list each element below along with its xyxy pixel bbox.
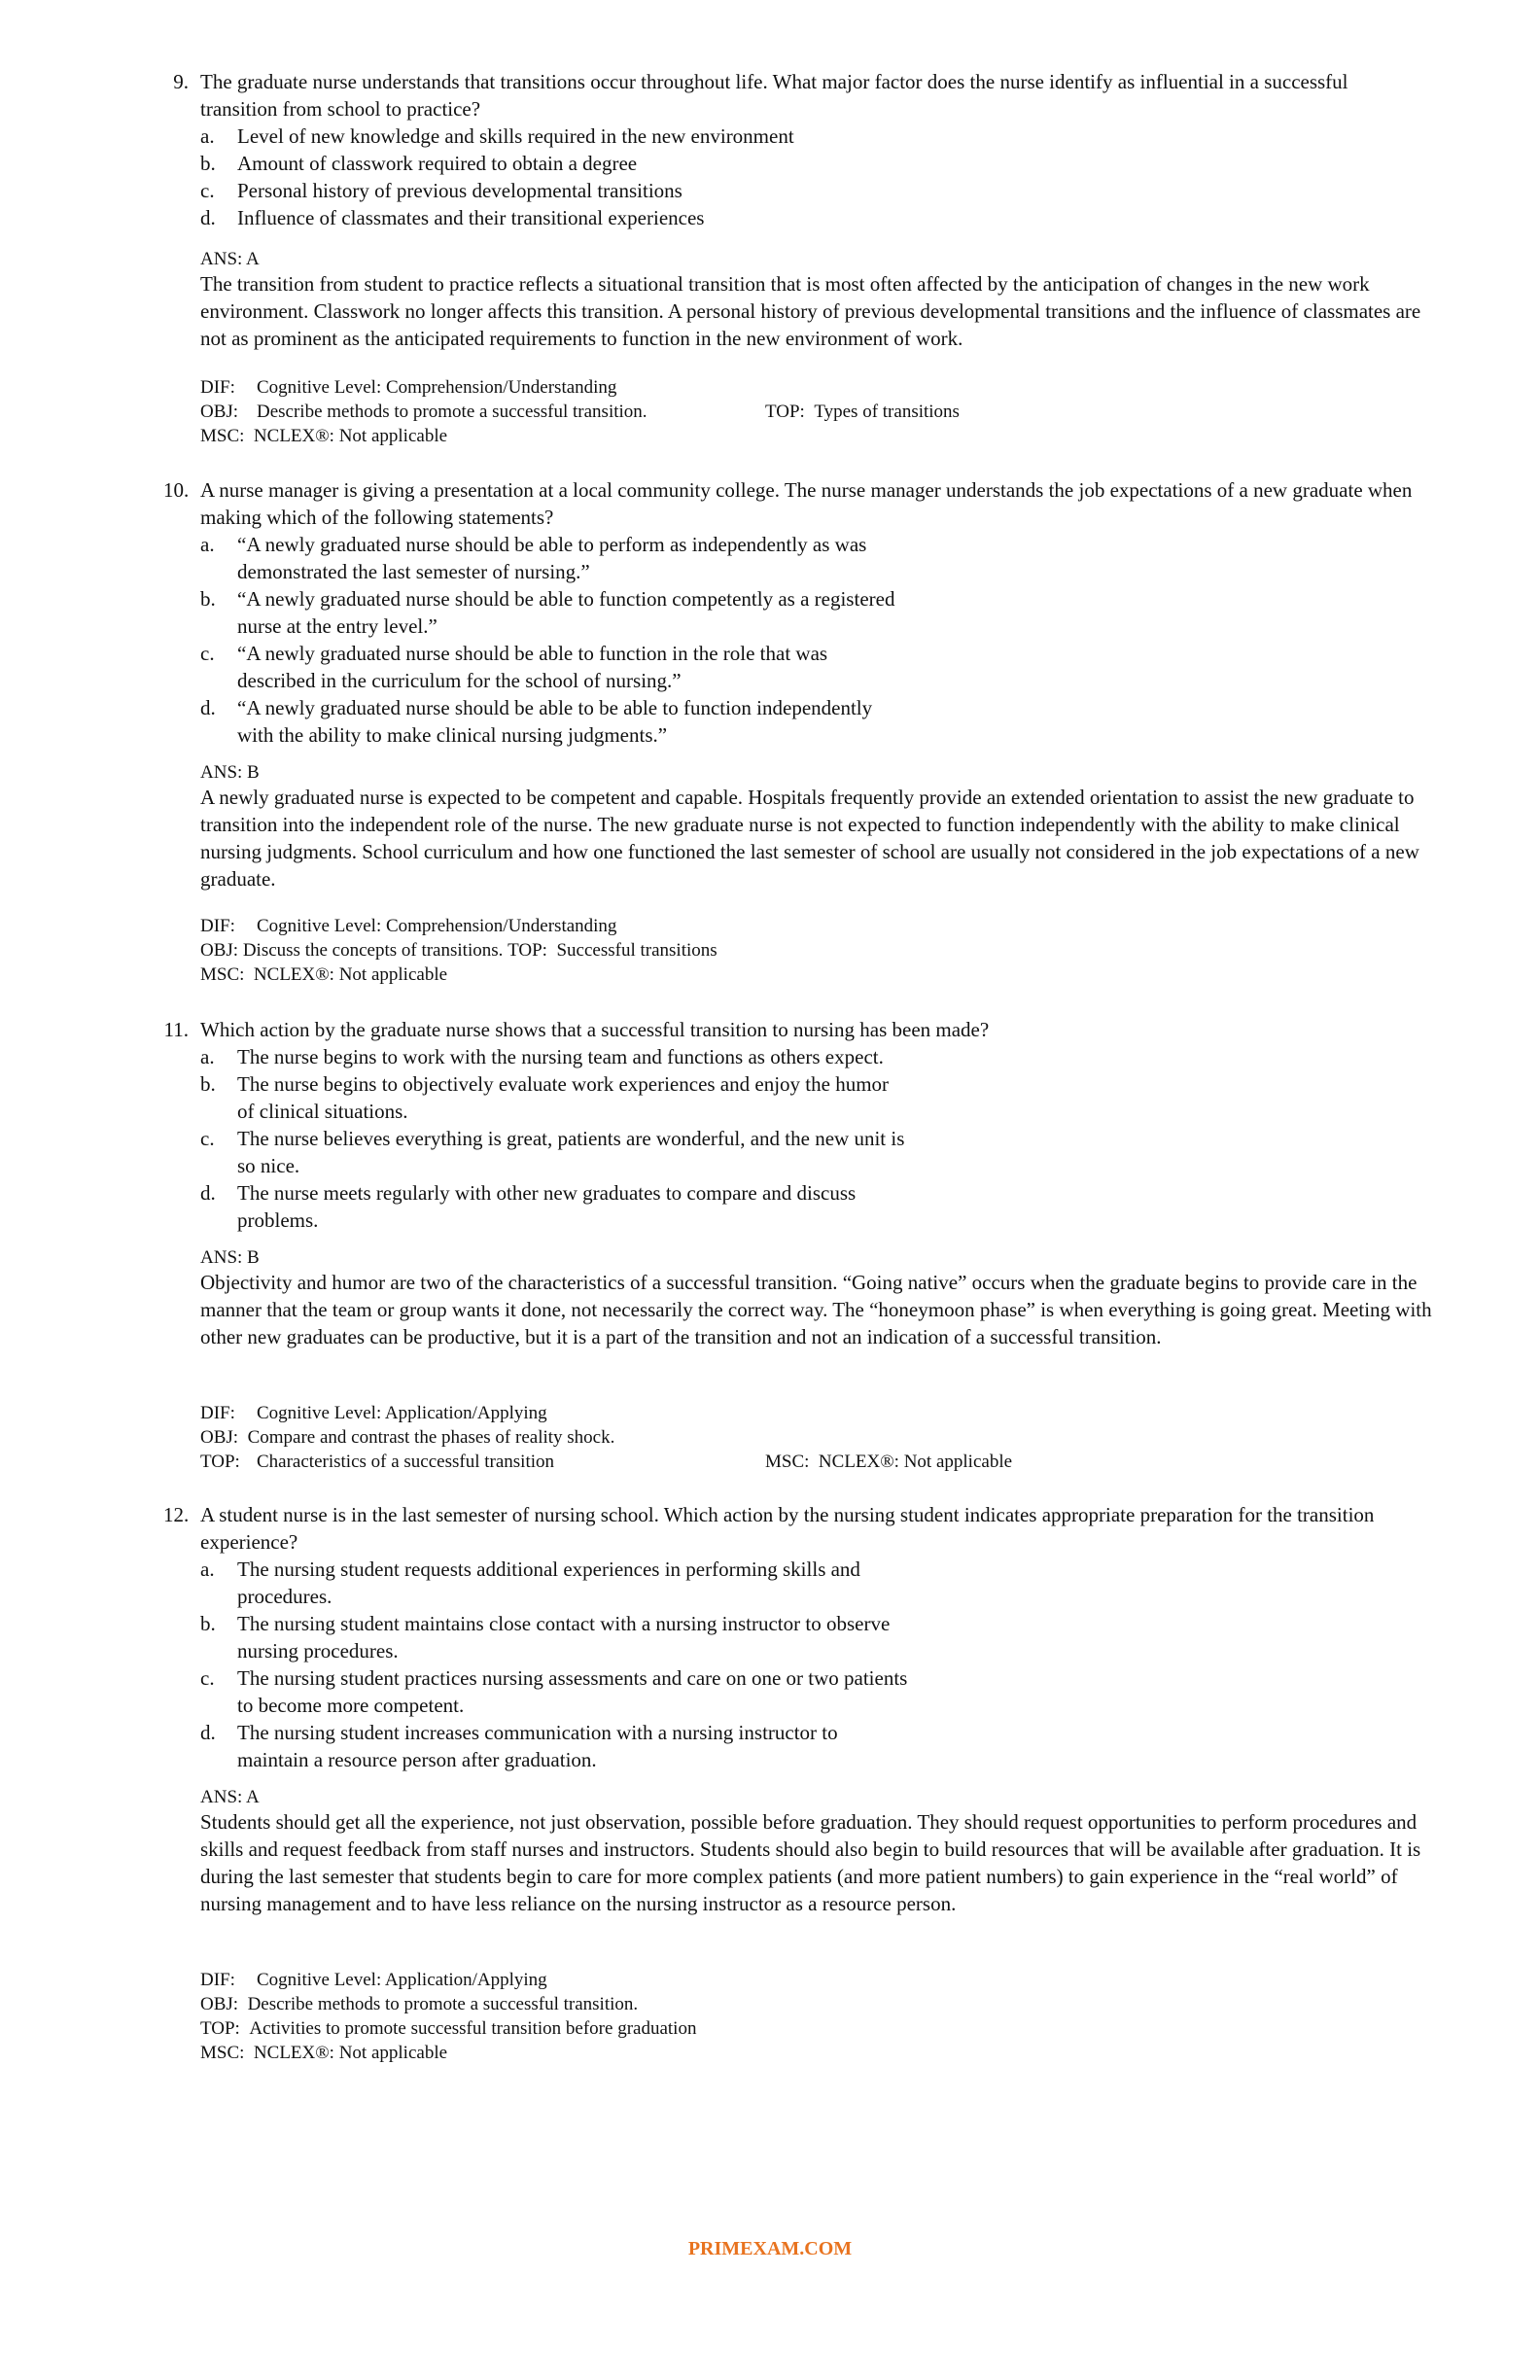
option-letter: d. — [200, 206, 216, 229]
meta-label: DIF: — [200, 1403, 235, 1423]
option-letter: c. — [200, 1127, 215, 1150]
rationale: Students should get all the experience, not just observation, possible before graduation. They should request opportunities to perform procedures and skills and request feedback from staff nurses and instructors. Students should also begin to build resources that will be available after graduation. It is during the last semester that students begin to care for more complex patients (and more patient numbers) to gain experience in the “real world” of nursing management and to have less reliance on the nursing instructor as a resource person. — [200, 1810, 1421, 1915]
option-line: The nursing student increases communication with a nursing instructor to — [237, 1721, 838, 1744]
option-letter: d. — [200, 1721, 216, 1744]
meta-value: Successful transitions — [556, 940, 718, 961]
option-text — [237, 1070, 1073, 1125]
meta-top — [765, 400, 960, 424]
meta-top — [200, 1450, 554, 1474]
meta-dif — [200, 375, 616, 400]
option-line: “A newly graduated nurse should be able to function competently as a registered — [237, 587, 895, 611]
option-letter: d. — [200, 696, 216, 719]
option-text — [237, 1719, 1073, 1773]
meta-label: TOP: — [200, 1452, 240, 1472]
meta-label: OBJ: — [200, 402, 239, 422]
option-line: problems. — [237, 1208, 319, 1232]
option-letter: a. — [200, 124, 215, 148]
meta-value: NCLEX®: Not applicable — [818, 1452, 1013, 1472]
meta-msc — [200, 2041, 447, 2065]
option-line: procedures. — [237, 1585, 332, 1608]
option-text: Level of new knowledge and skills required in the new environment — [237, 124, 794, 148]
option-text — [237, 1179, 1073, 1234]
option-line: nurse at the entry level.” — [237, 614, 438, 638]
meta-label: TOP: — [765, 402, 805, 422]
meta-value: Cognitive Level: Comprehension/Understanding — [257, 377, 617, 398]
rationale: The transition from student to practice reflects a situational transition that is most often affected by the anticipation of changes in the new work environment. Classwork no longer affects this transition. A personal history of previous developmental transitions and the influence of classmates are not as prominent as the anticipated requirements to function in the new environment of work. — [200, 272, 1421, 350]
meta-label: DIF: — [200, 1970, 235, 1990]
answer-key: ANS: A — [200, 1787, 260, 1807]
meta-obj-top — [200, 938, 718, 962]
meta-value: Cognitive Level: Application/Applying — [257, 1403, 547, 1423]
meta-label: DIF: — [200, 916, 235, 936]
meta-msc — [765, 1450, 1012, 1474]
option-letter: a. — [200, 1045, 215, 1068]
meta-label: TOP: — [508, 940, 547, 961]
question-stem: A student nurse is in the last semester of nursing school. Which action by the nursing student indicates appropriate preparation for the transition experience? — [200, 1503, 1375, 1554]
meta-msc — [200, 962, 447, 987]
option-text: Influence of classmates and their transitional experiences — [237, 206, 705, 229]
option-line: described in the curriculum for the school of nursing.” — [237, 669, 682, 692]
meta-label: MSC: — [200, 964, 245, 985]
option-line: of clinical situations. — [237, 1100, 408, 1123]
option-line: The nurse meets regularly with other new graduates to compare and discuss — [237, 1181, 857, 1205]
option-line: The nurse believes everything is great, patients are wonderful, and the new unit is — [237, 1127, 905, 1150]
option-line: “A newly graduated nurse should be able to be able to function independently — [237, 696, 873, 719]
meta-value: Cognitive Level: Application/Applying — [257, 1970, 547, 1990]
meta-msc — [200, 424, 447, 448]
answer-key: ANS: A — [200, 249, 260, 269]
question-stem: A nurse manager is giving a presentation at a local community college. The nurse manager understands the job expectations of a new graduate when making which of the following statements? — [200, 478, 1413, 529]
question-stem: Which action by the graduate nurse shows that a successful transition to nursing has been made? — [200, 1018, 990, 1041]
option-line: “A newly graduated nurse should be able to function in the role that was — [237, 642, 828, 665]
option-text — [237, 585, 1073, 640]
meta-value: NCLEX®: Not applicable — [253, 426, 448, 446]
option-text: Amount of classwork required to obtain a degree — [237, 152, 638, 175]
option-line: The nurse begins to objectively evaluate work experiences and enjoy the humor — [237, 1072, 890, 1096]
option-line: so nice. — [237, 1154, 300, 1177]
meta-label: OBJ: — [200, 1994, 239, 2014]
question-number: 10. — [163, 478, 190, 502]
option-line: The nursing student requests additional experiences in performing skills and — [237, 1558, 860, 1581]
meta-value: Compare and contrast the phases of reality shock. — [247, 1427, 615, 1448]
meta-label: OBJ: — [200, 1427, 239, 1448]
option-letter: b. — [200, 1612, 216, 1635]
meta-value: Activities to promote successful transition before graduation — [249, 2018, 697, 2039]
meta-label: DIF: — [200, 377, 235, 398]
option-letter: b. — [200, 587, 216, 611]
option-letter: a. — [200, 533, 215, 556]
option-letter: a. — [200, 1558, 215, 1581]
option-letter: c. — [200, 642, 215, 665]
option-letter: b. — [200, 152, 216, 175]
option-text: The nurse begins to work with the nursing team and functions as others expect. — [237, 1045, 884, 1068]
meta-dif — [200, 1401, 547, 1425]
option-text — [237, 694, 1073, 749]
meta-value: Discuss the concepts of transitions. — [242, 940, 504, 961]
question-number: 9. — [173, 70, 189, 93]
meta-top — [200, 2016, 696, 2041]
option-text — [237, 1125, 1073, 1179]
option-line: demonstrated the last semester of nursing.” — [237, 560, 590, 583]
meta-dif — [200, 1968, 547, 1992]
meta-dif — [200, 914, 616, 938]
meta-value: NCLEX®: Not applicable — [253, 2043, 448, 2063]
option-line: to become more competent. — [237, 1694, 465, 1717]
meta-label: MSC: — [200, 426, 245, 446]
meta-label: MSC: — [765, 1452, 810, 1472]
meta-obj — [200, 1425, 614, 1450]
meta-value: Types of transitions — [814, 402, 960, 422]
option-letter: d. — [200, 1181, 216, 1205]
meta-value: Cognitive Level: Comprehension/Understanding — [257, 916, 617, 936]
option-text — [237, 1610, 1073, 1664]
answer-key: ANS: B — [200, 1247, 260, 1268]
option-letter: b. — [200, 1072, 216, 1096]
footer-watermark: PRIMEXAM.COM — [687, 2238, 853, 2259]
meta-value: Describe methods to promote a successful transition. — [257, 402, 648, 422]
option-line: maintain a resource person after graduation. — [237, 1748, 597, 1771]
rationale: A newly graduated nurse is expected to be competent and capable. Hospitals frequently provide an extended orientation to assist the new graduate to transition into the independent role of the nurse. The new graduate nurse is not expected to function independently with the ability to make clinical nursing judgments. School curriculum and how one functioned the last semester of school are usually not considered in the job expectations of a new graduate. — [200, 786, 1419, 891]
meta-obj — [200, 1992, 638, 2016]
meta-label: MSC: — [200, 2043, 245, 2063]
meta-value: Characteristics of a successful transition — [257, 1452, 555, 1472]
option-text — [237, 640, 1073, 694]
meta-value: Describe methods to promote a successful transition. — [247, 1994, 639, 2014]
meta-label: TOP: — [200, 2018, 240, 2039]
rationale: Objectivity and humor are two of the characteristics of a successful transition. “Going native” occurs when the graduate begins to provide care in the manner that the team or group wants it done, not necessarily the correct way. The “honeymoon phase” is when everything is going great. Meeting with other new graduates can be productive, but it is a part of the transition and not an indication of a successful transition. — [200, 1271, 1432, 1348]
meta-label: OBJ: — [200, 940, 239, 961]
meta-value: NCLEX®: Not applicable — [253, 964, 448, 985]
option-text — [237, 1664, 1073, 1719]
option-line: nursing procedures. — [237, 1639, 399, 1662]
option-line: The nursing student practices nursing assessments and care on one or two patients — [237, 1666, 908, 1690]
option-text — [237, 531, 1073, 585]
question-stem: The graduate nurse understands that transitions occur throughout life. What major factor does the nurse identify as influential in a successful transition from school to practice? — [200, 70, 1348, 121]
option-line: “A newly graduated nurse should be able to perform as independently as was — [237, 533, 867, 556]
option-letter: c. — [200, 1666, 215, 1690]
question-number: 11. — [163, 1018, 189, 1041]
option-line: The nursing student maintains close contact with a nursing instructor to observe — [237, 1612, 891, 1635]
option-text: Personal history of previous developmental transitions — [237, 179, 682, 202]
question-number: 12. — [163, 1503, 190, 1526]
meta-obj — [200, 400, 648, 424]
option-line: with the ability to make clinical nursing judgments.” — [237, 723, 668, 747]
option-letter: c. — [200, 179, 215, 202]
option-text — [237, 1556, 1073, 1610]
answer-key: ANS: B — [200, 762, 260, 783]
